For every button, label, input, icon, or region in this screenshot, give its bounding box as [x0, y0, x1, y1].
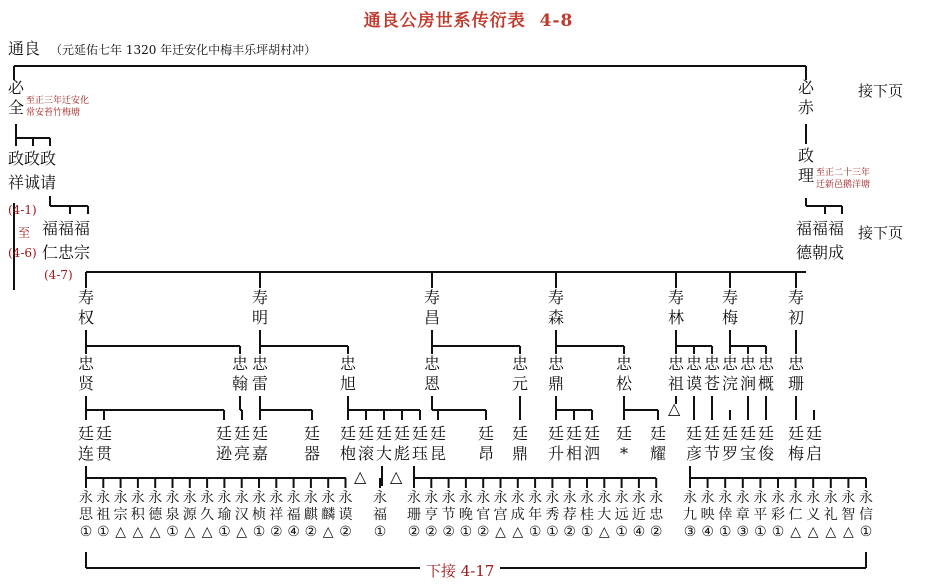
gen6-8: 忠 祖 — [667, 354, 684, 393]
gen7-24: 廷 梅 — [787, 424, 804, 463]
gen7-5: 廷 器 — [303, 424, 320, 463]
gen8-14: 永 麟 △ — [321, 490, 336, 540]
gen8-23: 永 成 △ — [510, 490, 525, 540]
gen8-27: 永 桂 ① — [580, 490, 594, 540]
gen7-15: 廷 相 — [565, 424, 582, 463]
gen7-6: 廷 枹 — [339, 424, 356, 463]
root-note: （元延佑七年 1320 年迁安化中梅丰乐坪胡村冲） — [50, 43, 317, 57]
gen8-mark: △ — [598, 524, 610, 540]
gen7-18: 廷 耀 — [649, 424, 666, 463]
gen8-mark: ④ — [287, 524, 300, 540]
gen8-mark: ③ — [683, 524, 697, 540]
gen8-6: 永 源 △ — [182, 490, 197, 540]
gen6-6: 忠 鼎 — [547, 354, 564, 393]
ref-4-1: (4-1) — [8, 203, 37, 217]
gen6-4: 忠 恩 — [423, 354, 440, 393]
gen7-14: 廷 升 — [547, 424, 564, 463]
gen8-0: 永 思 ① — [79, 490, 93, 540]
gen8-3: 永 积 △ — [130, 490, 145, 540]
gen8-mark: ② — [270, 524, 283, 540]
gen7-25: 廷 启 — [805, 424, 822, 463]
gen4-left-row-1: 仁忠宗 — [42, 243, 91, 262]
gen6-1: 忠 翰 — [231, 354, 248, 393]
gen8-22: 永 宫 △ — [493, 490, 508, 540]
gen8-mark: △ — [790, 524, 801, 540]
gen8-mark: ① — [859, 524, 873, 540]
gen7-20: 廷 节 — [703, 424, 720, 463]
tri-mark-0: △ — [668, 399, 681, 418]
gen8-mark: ① — [718, 524, 732, 540]
gen8-15: 永 谟 ② — [338, 490, 353, 540]
gen8-mark: ③ — [736, 524, 750, 540]
gen5-3: 寿 森 — [547, 288, 564, 327]
gen8-40: 永 礼 △ — [823, 490, 838, 540]
gen8-4: 永 德 △ — [148, 490, 163, 540]
gen3-zheng-li: 政 理 — [797, 146, 814, 185]
gen8-mark: ① — [97, 524, 110, 540]
gen5-5: 寿 梅 — [721, 288, 738, 327]
gen8-mark: ② — [304, 524, 318, 540]
gen8-41: 永 智 △ — [841, 490, 856, 540]
gen6-14: 忠 珊 — [787, 354, 804, 393]
gen2-note-line2: 常安苔竹梅塘 — [26, 108, 81, 118]
gen8-39: 永 义 △ — [806, 490, 821, 540]
gen4-right-row-0: 福福福 — [796, 219, 845, 238]
gen8-mark: ② — [339, 524, 352, 540]
gen8-19: 永 节 ② — [441, 490, 456, 540]
gen8-32: 永 九 ③ — [683, 490, 697, 540]
gen8-42: 永 信 ① — [859, 490, 873, 540]
gen8-mark: ① — [754, 524, 767, 540]
gen8-mark: ① — [218, 524, 231, 540]
gen8-10: 永 桢 ① — [252, 490, 266, 540]
gen8-mark: ① — [546, 524, 559, 540]
gen7-23: 廷 俊 — [757, 424, 774, 463]
gen4-right-row-1: 德朝成 — [796, 243, 845, 262]
gen3-note-line2: 迁新邑鹅洋塘 — [816, 180, 871, 190]
gen2-bi-chi: 必 赤 — [797, 78, 814, 117]
gen6-13: 忠 概 — [757, 354, 774, 393]
ref-zhi: 至 — [18, 226, 31, 240]
gen5-4: 寿 林 — [667, 288, 684, 327]
gen8-34: 永 倖 ① — [718, 490, 733, 540]
next-page-1: 接下页 — [858, 82, 904, 100]
gen8-mark: ① — [79, 524, 93, 540]
gen5-1: 寿 明 — [251, 288, 268, 327]
gen8-mark: ④ — [701, 524, 714, 540]
next-page-2: 接下页 — [858, 224, 904, 242]
gen8-mark: △ — [495, 524, 506, 540]
gen8-25: 永 秀 ① — [545, 490, 560, 540]
gen8-33: 永 映 ④ — [700, 490, 715, 540]
gen8-30: 永 近 ④ — [631, 490, 646, 540]
gen7-10: 廷 珏 — [411, 424, 428, 463]
title-text: 通良公房世系传衍表 — [363, 11, 526, 31]
gen8-8: 永 瑜 ① — [217, 490, 232, 540]
gen7-12: 廷 昂 — [477, 424, 494, 463]
gen8-26: 永 荐 ② — [562, 490, 577, 540]
gen3-left-row-0: 政政政 — [8, 149, 57, 168]
gen2-note-line1: 至正三年迁安化 — [26, 96, 90, 106]
gen8-mark: △ — [184, 524, 196, 540]
gen5-6: 寿 初 — [787, 288, 804, 327]
gen6-7: 忠 松 — [615, 354, 632, 393]
tri-mark-1: △ — [354, 467, 367, 486]
gen7-19: 廷 彦 — [685, 424, 702, 463]
ref-4-7: (4-7) — [44, 268, 73, 282]
gen8-mark: △ — [843, 524, 854, 540]
gen8-mark: ① — [459, 524, 473, 540]
gen5-2: 寿 昌 — [423, 288, 440, 327]
gen8-7: 永 久 △ — [200, 490, 215, 540]
gen8-9: 永 汉 △ — [234, 490, 249, 540]
gen8-17: 永 珊 ② — [407, 490, 421, 540]
gen8-mark: ① — [528, 524, 542, 540]
gen8-mark: ① — [771, 524, 785, 540]
gen6-11: 忠 浣 — [721, 354, 738, 393]
gen8-mark: ② — [407, 524, 421, 540]
gen8-31: 永 忠 ② — [649, 490, 664, 540]
gen6-12: 忠 涧 — [739, 354, 756, 393]
gen7-22: 廷 宝 — [739, 424, 756, 463]
gen8-mark: ④ — [632, 524, 646, 540]
gen8-1: 永 祖 ① — [96, 490, 111, 540]
gen7-17: 廷 * — [615, 424, 632, 463]
gen7-7: 廷 滚 — [357, 424, 374, 463]
gen8-mark: △ — [132, 524, 144, 540]
gen8-11: 永 祥 ② — [269, 490, 284, 540]
footer-continue: 下接 4-17 — [420, 560, 500, 581]
gen8-2: 永 宗 △ — [113, 490, 128, 540]
gen8-mark: △ — [149, 524, 161, 540]
gen8-mark: ② — [563, 524, 576, 540]
root-name: 通良 — [8, 39, 41, 58]
gen8-28: 永 大 △ — [597, 490, 612, 540]
gen8-16: 永 福 ① — [373, 490, 387, 540]
gen7-21: 廷 罗 — [721, 424, 738, 463]
gen6-3: 忠 旭 — [339, 354, 356, 393]
gen7-1: 廷 贯 — [95, 424, 112, 463]
gen7-0: 廷 连 — [77, 424, 94, 463]
gen8-mark: △ — [201, 524, 213, 540]
gen8-mark: ① — [252, 524, 266, 540]
gen8-mark: △ — [825, 524, 837, 540]
gen7-16: 廷 泗 — [583, 424, 600, 463]
gen3-left-row-1: 祥诚请 — [8, 173, 57, 192]
gen8-21: 永 官 ② — [476, 490, 491, 540]
gen7-11: 廷 昆 — [429, 424, 446, 463]
gen8-37: 永 彩 ① — [771, 490, 785, 540]
gen8-12: 永 福 ④ — [286, 490, 301, 540]
gen8-20: 永 晚 ① — [458, 490, 473, 540]
gen8-13: 永 麒 ② — [303, 490, 318, 540]
gen8-36: 永 平 ① — [753, 490, 768, 540]
table-code: 4-8 — [539, 11, 574, 31]
gen7-9: 廷 彪 — [393, 424, 410, 463]
gen8-mark: △ — [807, 524, 819, 540]
gen3-note-line1: 至正二十三年 — [816, 168, 871, 178]
gen6-5: 忠 元 — [511, 354, 528, 393]
gen6-0: 忠 贤 — [77, 354, 94, 393]
gen6-2: 忠 雷 — [251, 354, 268, 393]
gen8-mark: △ — [322, 524, 334, 540]
gen7-13: 廷 鼎 — [511, 424, 528, 463]
gen7-2: 廷 逊 — [215, 424, 232, 463]
gen8-mark: ② — [442, 524, 455, 540]
gen8-mark: ② — [425, 524, 438, 540]
gen4-left-row-0: 福福福 — [42, 219, 91, 238]
gen8-mark: △ — [236, 524, 248, 540]
gen6-10: 忠 苍 — [703, 354, 720, 393]
gen8-mark: ② — [476, 524, 490, 540]
gen2-bi-quan: 必 全 — [7, 78, 24, 117]
tri-mark-2: △ — [390, 467, 403, 486]
gen8-35: 永 章 ③ — [735, 490, 750, 540]
gen8-mark: ② — [649, 524, 663, 540]
gen8-5: 永 泉 ① — [165, 490, 180, 540]
gen8-mark: ① — [615, 524, 628, 540]
gen8-mark: △ — [512, 524, 524, 540]
gen8-mark: ① — [580, 524, 594, 540]
gen8-mark: △ — [115, 524, 126, 540]
gen8-29: 永 远 ① — [614, 490, 629, 540]
gen8-mark: ① — [373, 524, 387, 540]
gen8-18: 永 亨 ② — [424, 490, 439, 540]
gen7-4: 廷 嘉 — [251, 424, 268, 463]
gen5-0: 寿 权 — [77, 288, 94, 327]
gen7-3: 廷 亮 — [233, 424, 250, 463]
ref-4-6: (4-6) — [8, 246, 37, 260]
gen7-8: 廷 大 — [375, 424, 392, 463]
gen8-38: 永 仁 △ — [788, 490, 803, 540]
gen6-9: 忠 谟 — [685, 354, 702, 393]
gen8-mark: ① — [166, 524, 179, 540]
gen8-24: 永 年 ① — [528, 490, 543, 540]
